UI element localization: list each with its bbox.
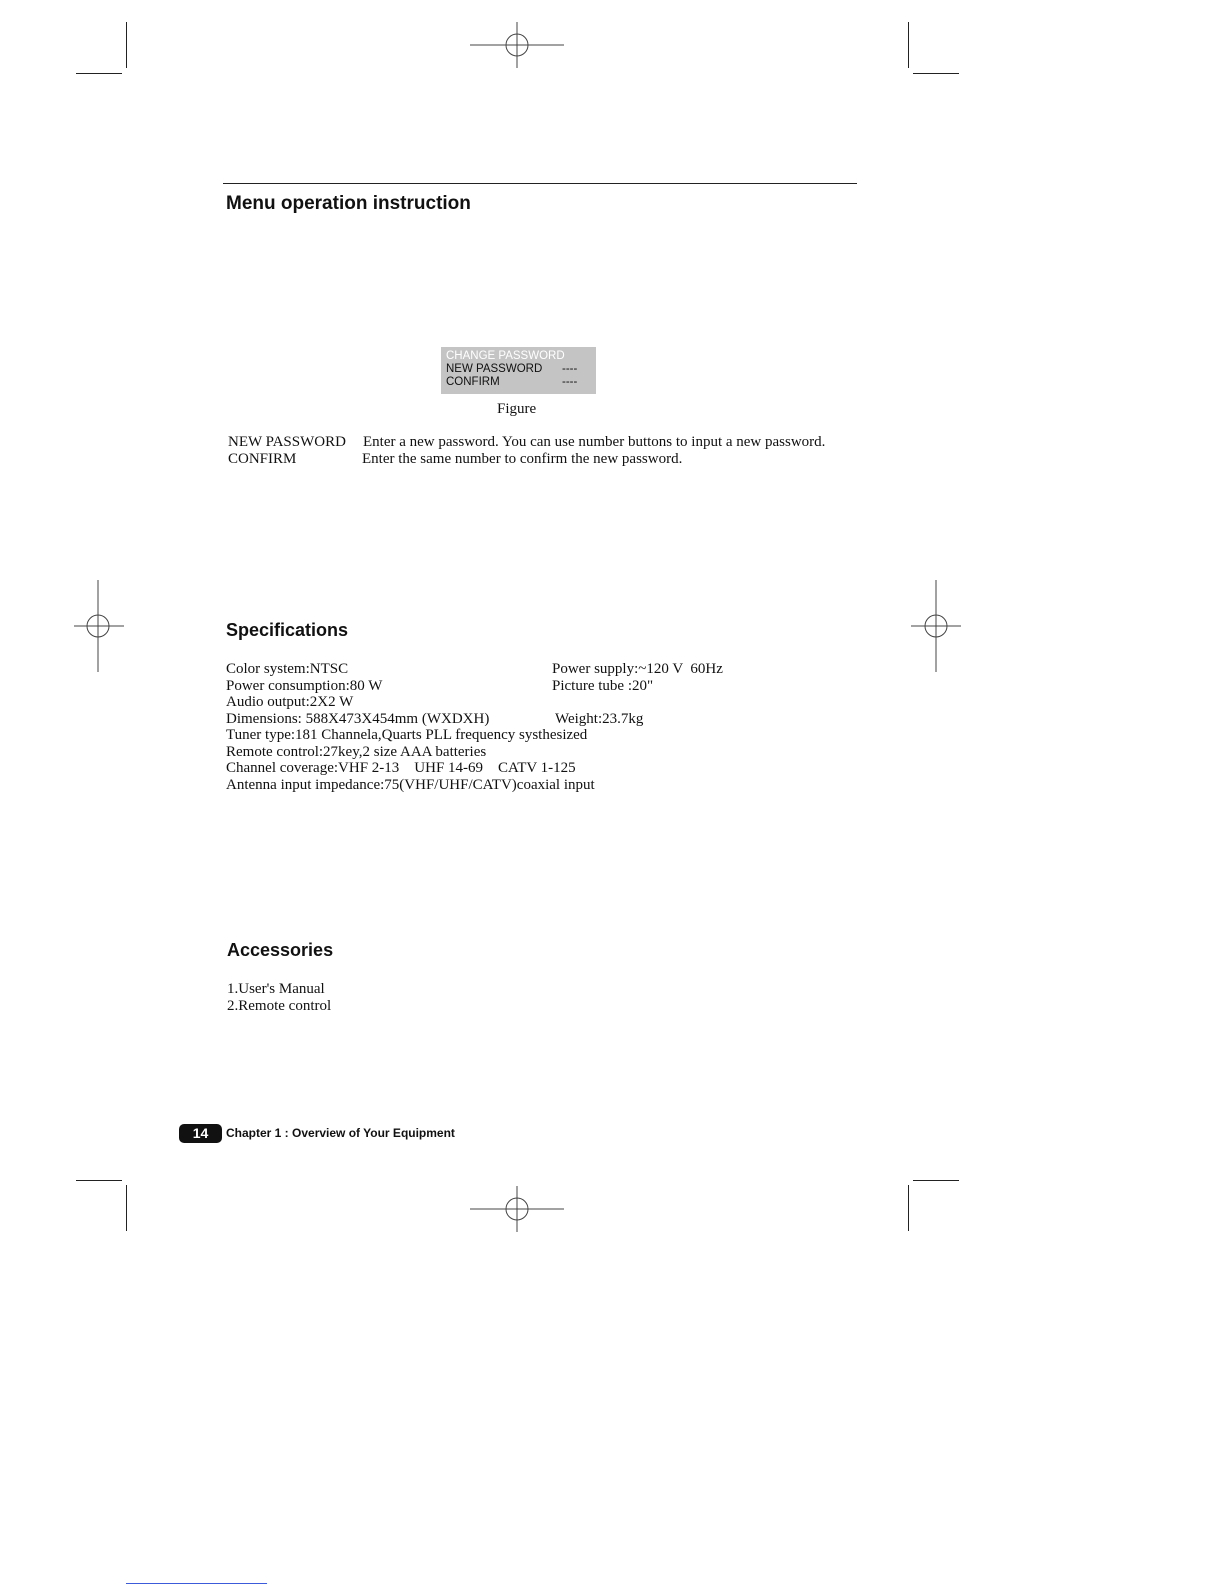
page-number-badge: 14: [179, 1124, 222, 1143]
spec-line: Audio output:2X2 W: [226, 694, 354, 710]
accessory-item: 1.User's Manual: [227, 981, 325, 997]
spec-line: Color system:NTSC: [226, 661, 349, 677]
spec-line: Power consumption:80 W: [226, 678, 383, 694]
registration-mark-top: [470, 22, 564, 68]
definition-term-confirm: CONFIRM: [228, 451, 297, 467]
osd-confirm-value: ----: [562, 376, 578, 388]
spec-line: Channel coverage:VHF 2-13 UHF 14-69 CATV 1-125: [226, 760, 576, 776]
accessories-title: Accessories: [227, 940, 334, 960]
chapter-footer: Chapter 1 : Overview of Your Equipment: [226, 1126, 455, 1140]
osd-new-password-value: ----: [562, 363, 578, 375]
spec-line: Dimensions: 588X473X454mm (WXDXH): [226, 711, 490, 727]
osd-confirm-label: CONFIRM: [446, 376, 500, 388]
definition-desc-confirm: Enter the same number to confirm the new password.: [362, 451, 683, 467]
menu-section-title: Menu operation instruction: [226, 193, 471, 214]
registration-mark-left: [74, 580, 124, 672]
registration-mark-right: [911, 580, 961, 672]
spec-line: Remote control:27key,2 size AAA batteries: [226, 744, 487, 760]
definition-desc-new-password: Enter a new password. You can use number buttons to input a new password.: [363, 434, 826, 450]
spec-line-right: Weight:23.7kg: [555, 711, 644, 727]
spec-line: Antenna input impedance:75(VHF/UHF/CATV)coaxial input: [226, 777, 595, 793]
definition-term-new-password: NEW PASSWORD: [228, 434, 346, 450]
change-password-osd: [441, 347, 596, 394]
spec-line-right: Power supply:~120 V 60Hz: [552, 661, 723, 677]
header-rule: [223, 183, 857, 184]
osd-new-password-label: NEW PASSWORD: [446, 363, 543, 375]
figure-caption: Figure: [497, 401, 537, 417]
bottom-accent-line: [126, 1583, 267, 1584]
accessory-item: 2.Remote control: [227, 998, 332, 1014]
registration-mark-bottom: [470, 1186, 564, 1232]
osd-title: CHANGE PASSWORD: [446, 350, 565, 362]
spec-line: Tuner type:181 Channela,Quarts PLL frequency systhesized: [226, 727, 588, 743]
specifications-title: Specifications: [226, 620, 349, 640]
spec-line-right: Picture tube :20": [552, 678, 654, 694]
